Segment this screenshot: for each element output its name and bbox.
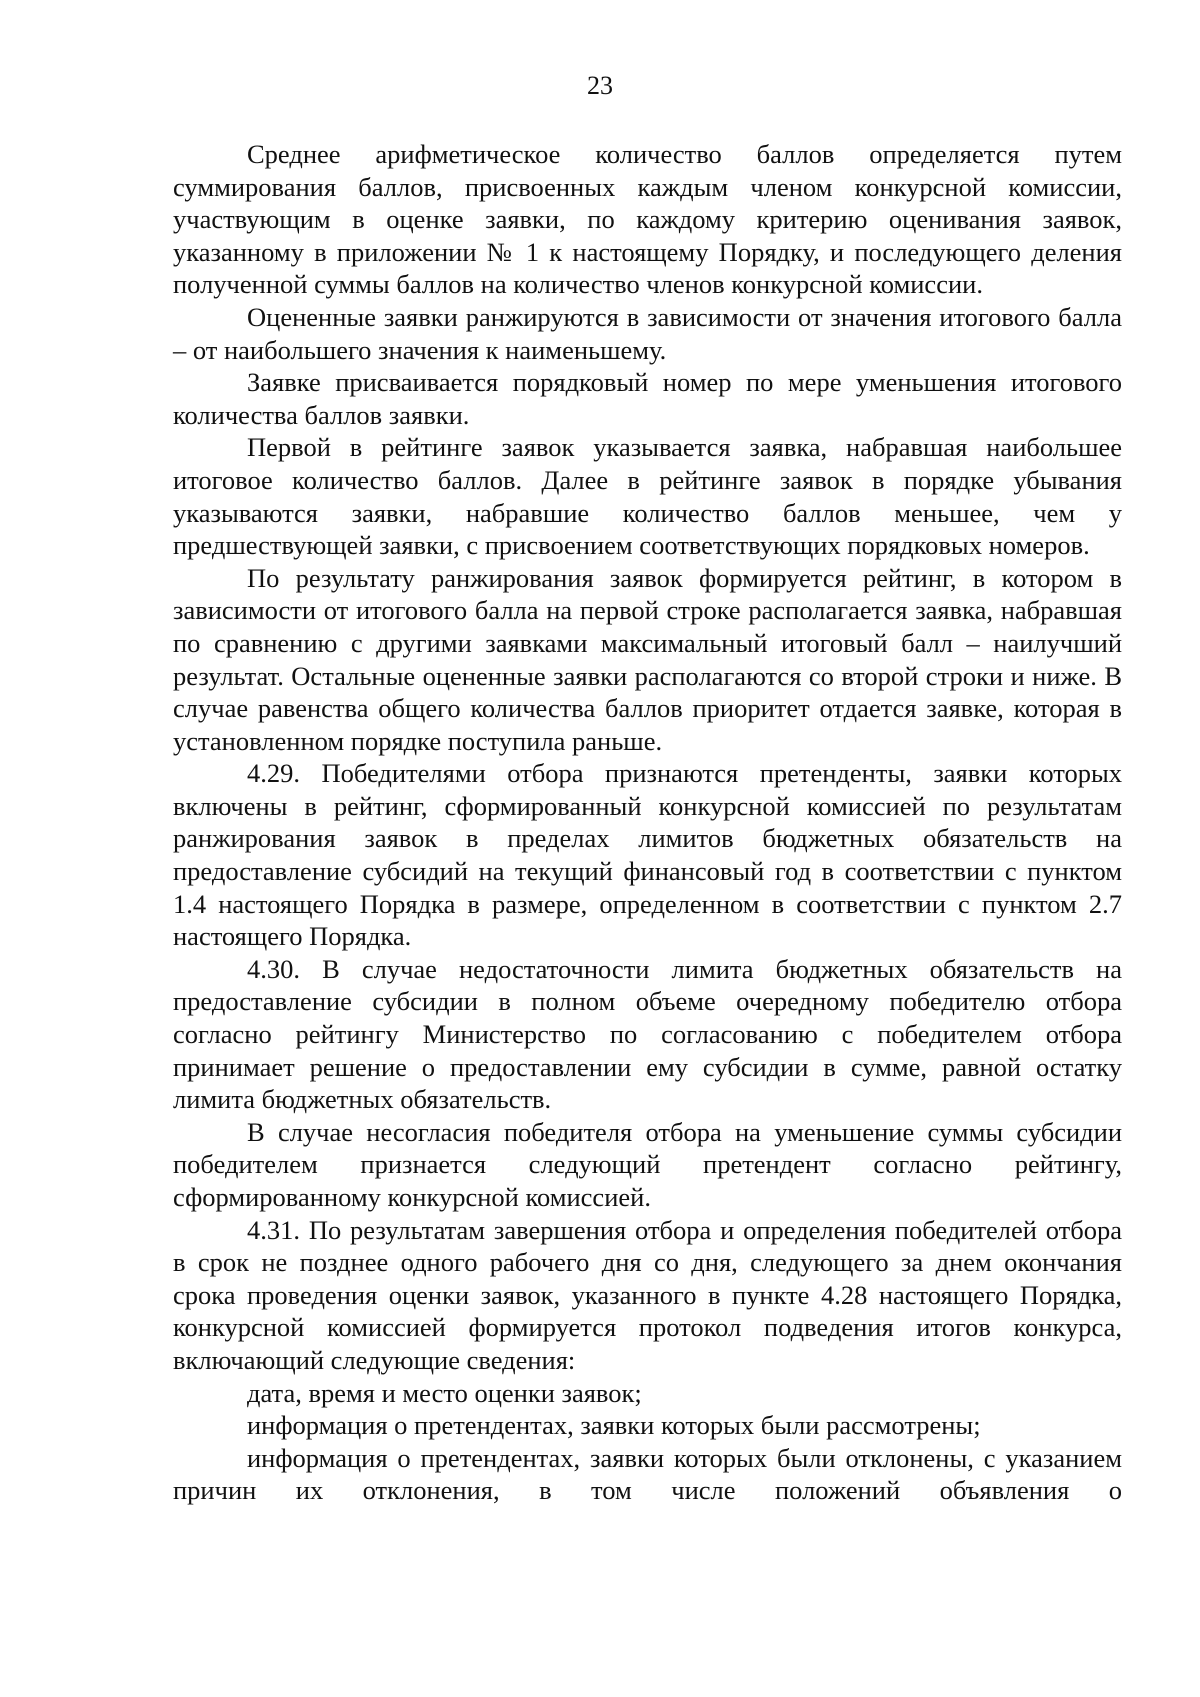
paragraph: Первой в рейтинге заявок указывается заявка, набравшая наибольшее итоговое количество баллов. Далее в рейтинге заявок в порядке убывания указываются заявки, набравшие количество баллов меньшее, чем у предшествующей заявки, с присвоением соответствующих порядковых номеров. (173, 432, 1122, 561)
paragraph-4-31: 4.31. По результатам завершения отбора и определения победителей отбора в срок не позднее одного рабочего дня со дня, следующего за днем окончания срока проведения оценки заявок, указанного в пункте 4.28 настоящего Порядка, конкурсной комиссией формируется протокол подведения итогов конкурса, включающий следующие сведения: (173, 1214, 1122, 1375)
list-item: информация о претендентах, заявки которых были рассмотрены; (247, 1410, 981, 1441)
paragraph: Оцененные заявки ранжируются в зависимости от значения итогового балла – от наибольшего значения к наименьшему. (173, 301, 1122, 365)
paragraph: В случае несогласия победителя отбора на уменьшение суммы субсидии победителем признается следующий претендент согласно рейтингу, сформированному конкурсной комиссией. (173, 1116, 1122, 1212)
document-body (173, 138, 1122, 1507)
paragraph-4-29: 4.29. Победителями отбора признаются претенденты, заявки которых включены в рейтинг, сформированный конкурсной комиссией по результатам ранжирования заявок в пределах лимитов бюджетных обязательств на предоставление субсидий на текущий финансовый год в соответствии с пунктом 1.4 настоящего Порядка в размере, определенном в соответствии с пунктом 2.7 настоящего Порядка. (173, 758, 1122, 952)
paragraph: По результату ранжирования заявок формируется рейтинг, в котором в зависимости от итогового балла на первой строке располагается заявка, набравшая по сравнению с другими заявками максимальный итоговый балл – наилучший результат. Остальные оцененные заявки располагаются со второй строки и ниже. В случае равенства общего количества баллов приоритет отдается заявке, которая в установленном порядке поступила раньше. (173, 562, 1122, 756)
paragraph: Среднее арифметическое количество баллов определяется путем суммирования баллов, присвоенных каждым членом конкурсной комиссии, участвующим в оценке заявки, по каждому критерию оценивания заявок, указанному в приложении № 1 к настоящему Порядку, и последующего деления полученной суммы баллов на количество членов конкурсной комиссии. (173, 139, 1122, 300)
paragraph: Заявке присваивается порядковый номер по мере уменьшения итогового количества баллов заявки. (173, 367, 1122, 430)
list-item: дата, время и место оценки заявок; (247, 1377, 642, 1408)
list-item: информация о претендентах, заявки которых были отклонены, с указанием причин их отклонения, в том числе положений объявления о (173, 1442, 1122, 1506)
page-number: 23 (587, 71, 613, 100)
paragraph-4-30: 4.30. В случае недостаточности лимита бюджетных обязательств на предоставление субсидии в полном объеме очередному победителю отбора согласно рейтингу Министерство по согласованию с победителем отбора принимает решение о предоставлении ему субсидии в сумме, равной остатку лимита бюджетных обязательств. (173, 953, 1122, 1115)
